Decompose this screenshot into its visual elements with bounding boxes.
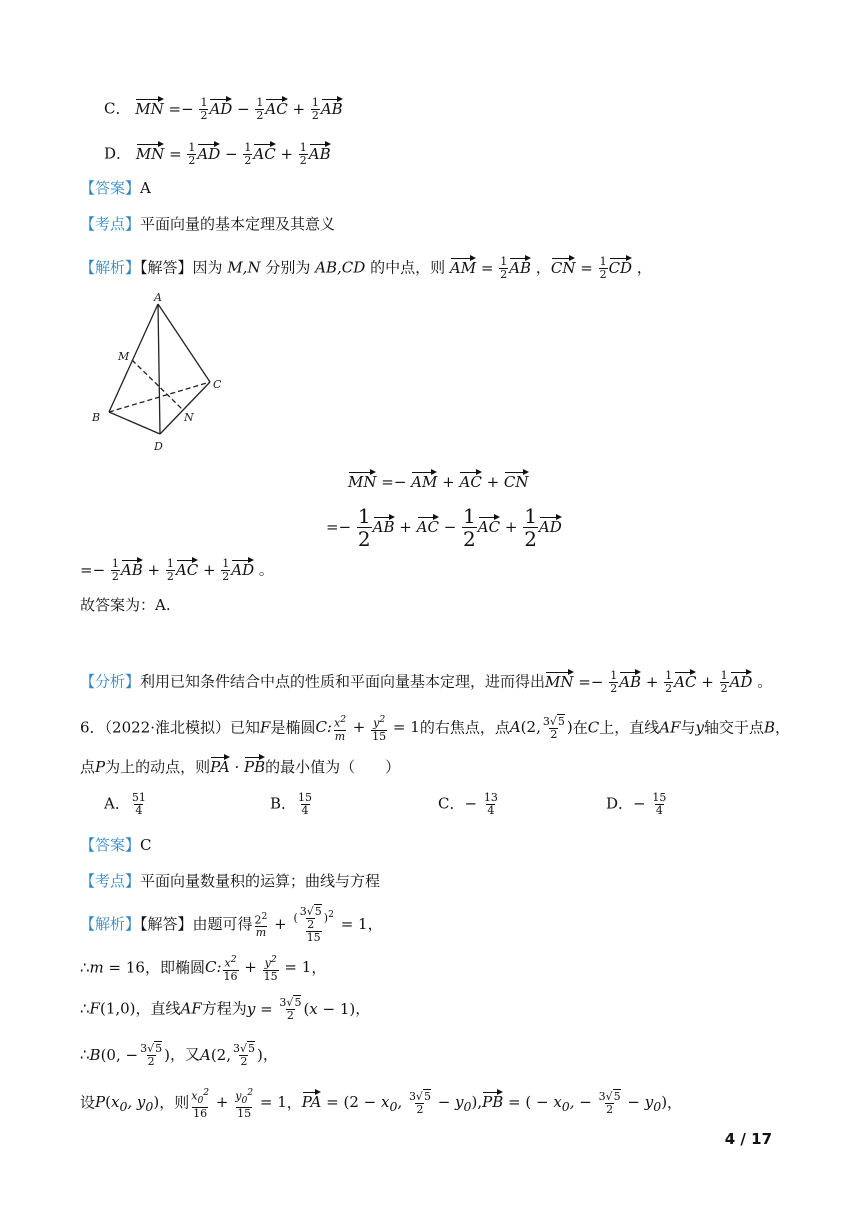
label-m: M — [118, 350, 130, 363]
jiexi2-line-2: ∴m = 16，即椭圆C: $\frac{x^2}{16}$ + $\frac{y^2}{15}$ = 1， — [80, 954, 327, 983]
option-c-label: C． — [104, 99, 131, 118]
label-n: N — [184, 411, 194, 424]
fenxi-line: 【分析】利用已知条件结合中点的性质和平面向量基本定理，进而得出MN =− $\frac{1}{2}$ AB + $\frac{1}{2}$ AC + $\frac{1}{2}$ AD 。 — [80, 669, 773, 695]
option-d-q6: D．− $\frac{15}{4}$ — [606, 791, 667, 817]
jiexi-tag: 【解析】 — [80, 258, 141, 277]
final-answer-text: 故答案为：A. — [80, 596, 171, 614]
question-6-line-2: 点P为上的动点，则PA · PB的最小值为（ ） — [80, 758, 401, 776]
answer-value: A — [140, 179, 151, 197]
derivation-line-1: MN =− AM + AC + CN — [348, 473, 529, 491]
answer-line-2: 【答案】C — [80, 836, 152, 854]
kaodian-line-1 — [80, 217, 335, 232]
label-a: A — [154, 291, 162, 304]
tetrahedron-figure — [88, 290, 228, 460]
jiexi-line-1: 【解析】【解答】因为 M,N 分别为 AB,CD 的中点，则 AM = $\frac{1}{2}$ AB ，CN = $\frac{1}{2}$ CD ， — [80, 255, 652, 281]
label-b: B — [92, 411, 101, 424]
jiexi2-line-5: 设$P(x_0$, $y_0$)，则 $\frac{x_0^2}{16}$ + $\frac{y_0^2}{15}$ = 1，PA = ($2 - x_0$, $\frac{3√5}{2}$ − $y_0),PB$ = ( − $x_0$, − $\frac{3√5}{2}$ − $y_0$)， — [80, 1087, 683, 1120]
option-a-q6: A． $\frac{51}{4}$ — [104, 791, 146, 817]
label-c: C — [213, 378, 222, 391]
kaodian-line-2: 【考点】平面向量数量积的运算；曲线与方程 — [80, 872, 381, 890]
question-source: （2022·淮北模拟） — [104, 718, 230, 737]
option-b-q6: B． $\frac{15}{4}$ — [270, 791, 313, 817]
answer-tag: 【答案】 — [80, 179, 141, 197]
answer-line-1 — [80, 181, 151, 196]
option-d-expr: MN = $\frac{1}{2}$ AD − $\frac{1}{2}$ AC + $\frac{1}{2}$ AB — [135, 141, 331, 167]
fenxi-tag: 【分析】 — [80, 672, 141, 691]
derivation-line-2: =− $\frac{1}{2}$ AB + AC − $\frac{1}{2}$ AC + $\frac{1}{2}$ AD — [326, 504, 562, 551]
label-d: D — [154, 440, 163, 453]
page-number: 4 / 17 — [724, 1130, 772, 1148]
question-number: 6． — [80, 718, 105, 737]
jiexi2-line-1: 【解析】【解答】由题可得 $\frac{2^2}{m}$ + ( $\frac{3√5}{2}$ )$^2$ 15 = 1， — [80, 905, 383, 944]
option-c-q6: C．− $\frac{13}{4}$ — [438, 791, 498, 817]
result-line: =− $\frac{1}{2}$ AB + $\frac{1}{2}$ AC + $\frac{1}{2}$ AD 。 — [80, 557, 274, 583]
jiexi2-line-4: ∴B(0, − $\frac{3√5}{2}$ )，又A(2, $\frac{3√5}{2}$ )， — [80, 1042, 278, 1068]
option-d — [104, 142, 331, 167]
option-c — [104, 97, 343, 122]
question-6-line-1: 6．（2022·淮北模拟）已知F是椭圆C: $\frac{x^2}{m}$ + $\frac{y^2}{15}$ = 1的右焦点，点A(2, $\frac{3√5}{2}$ )在C上，直线AF与y轴交于点B， — [80, 714, 791, 743]
jiexi2-line-3: ∴F(1,0)，直线AF方程为y = $\frac{3√5}{2}$ (x − 1)， — [80, 996, 371, 1022]
option-d-label: D． — [104, 144, 132, 163]
option-c-expr: MN =− $\frac{1}{2}$ AD − $\frac{1}{2}$ AC + $\frac{1}{2}$ AB — [135, 96, 343, 122]
kaodian-tag: 【考点】 — [80, 215, 141, 233]
kaodian-value: 平面向量的基本定理及其意义 — [140, 215, 336, 233]
